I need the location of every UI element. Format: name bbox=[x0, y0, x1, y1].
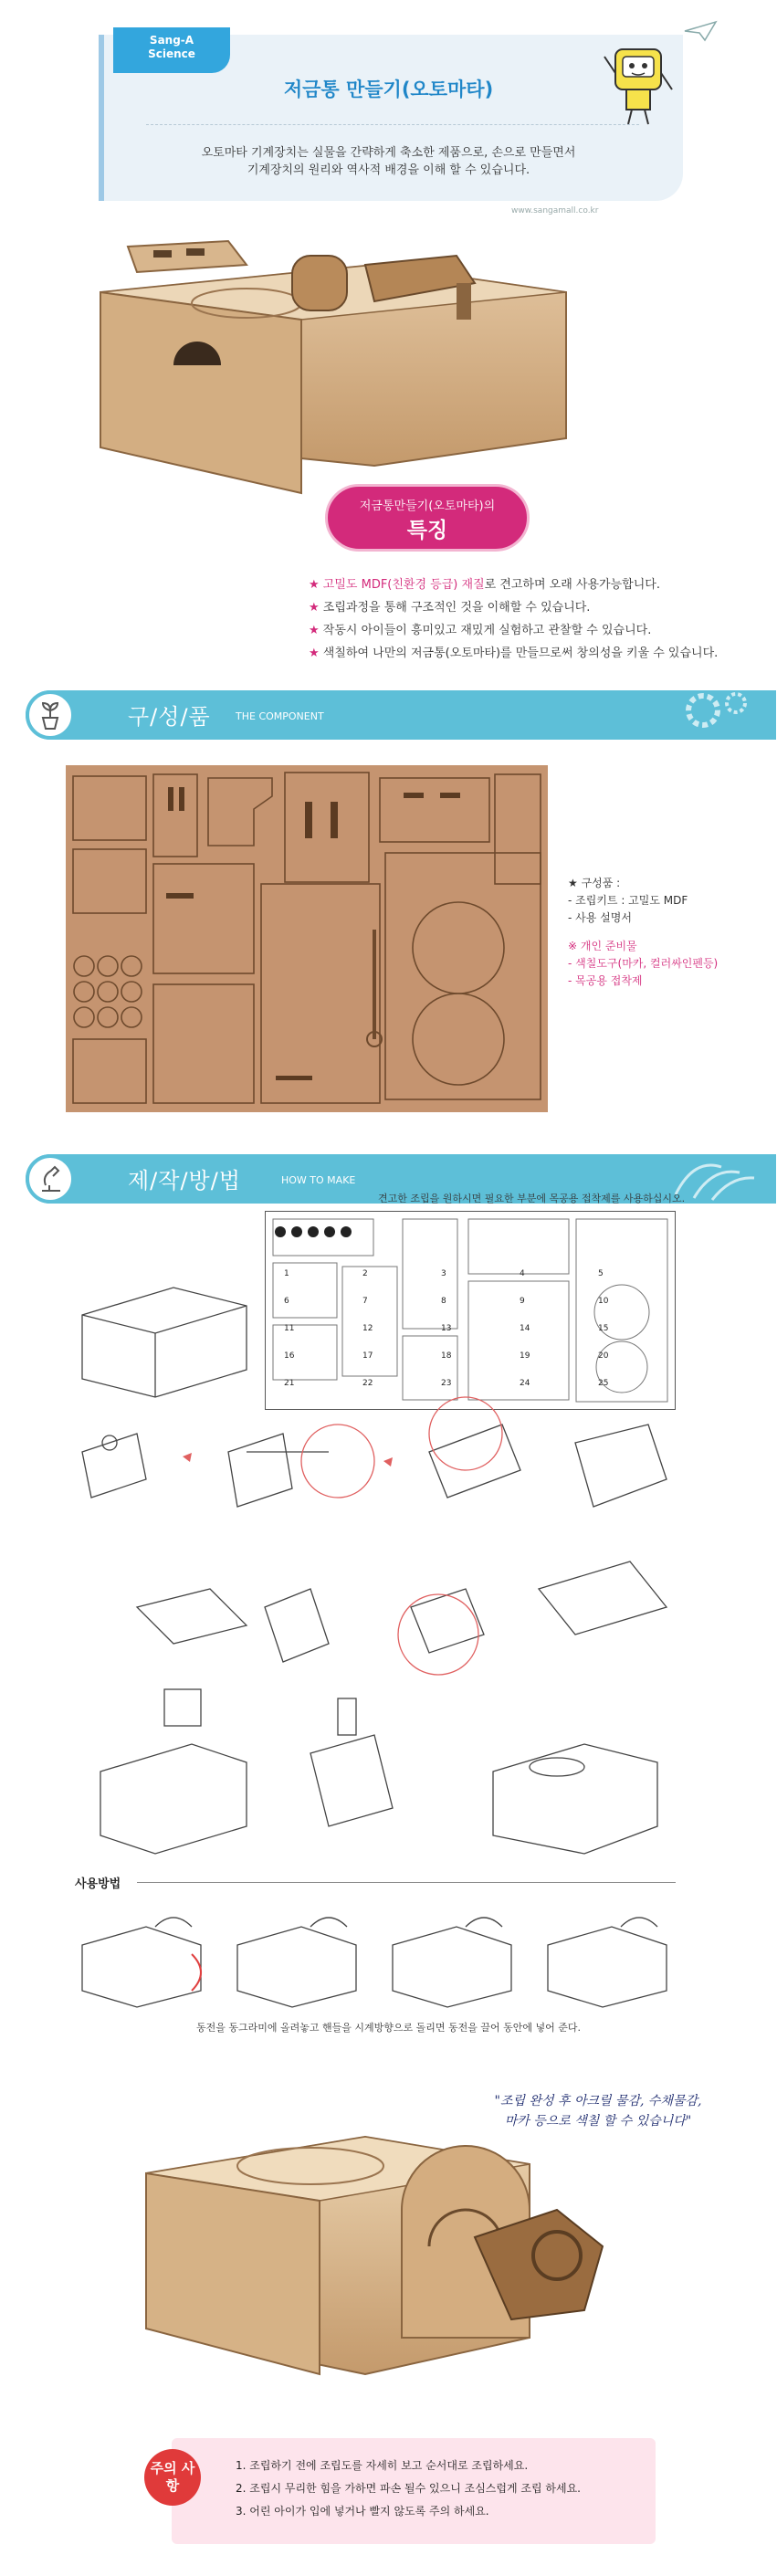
part-number-label: 23 bbox=[441, 1379, 452, 1388]
part-number-label: 24 bbox=[520, 1379, 530, 1388]
part-number-label: 19 bbox=[520, 1351, 530, 1361]
star-icon: ★ bbox=[309, 578, 320, 592]
part-number-label: 6 bbox=[284, 1297, 289, 1306]
prep-heading: ※ 개인 준비물 bbox=[568, 940, 637, 952]
part-number-label: 21 bbox=[284, 1379, 295, 1388]
caution-item: 3. 어린 아이가 입에 넣거나 빨지 않도록 주의 하세요. bbox=[236, 2505, 489, 2518]
part-number-label: 1 bbox=[284, 1269, 289, 1278]
handwritten-line-2: 마카 등으로 색칠 할 수 있습니다" bbox=[504, 2114, 692, 2129]
paper-plane-icon bbox=[683, 20, 719, 42]
feature-item bbox=[309, 573, 718, 596]
part-number-label: 9 bbox=[520, 1297, 525, 1306]
part-number-label: 22 bbox=[362, 1379, 373, 1388]
part-number-label: 4 bbox=[520, 1269, 525, 1278]
part-number-label: 15 bbox=[598, 1324, 609, 1333]
prep-item: - 색칠도구(마카, 컬러싸인펜등) bbox=[568, 957, 719, 970]
usage-steps-diagram bbox=[73, 1899, 694, 2009]
part-number-label: 7 bbox=[362, 1297, 368, 1306]
features-list bbox=[309, 573, 718, 665]
components-title: 구/성/품 bbox=[128, 704, 211, 730]
product-photo-finished bbox=[128, 2100, 639, 2392]
part-number-label: 17 bbox=[362, 1351, 373, 1361]
header-description bbox=[0, 144, 777, 179]
plant-pot-icon bbox=[26, 690, 75, 740]
part-number-label: 18 bbox=[441, 1351, 452, 1361]
feature-text: 작동시 아이들이 흥미있고 재밌게 실험하고 관찰할 수 있습니다. bbox=[322, 624, 652, 637]
components-heading: ★ 구성품 : bbox=[568, 877, 621, 889]
part-number-label: 3 bbox=[441, 1269, 446, 1278]
header-divider bbox=[146, 124, 639, 125]
star-icon: ★ bbox=[309, 647, 320, 660]
site-url: www.sangamall.co.kr bbox=[511, 206, 599, 216]
brand-tab bbox=[113, 27, 230, 73]
microscope-icon bbox=[26, 1154, 75, 1204]
part-number-label: 5 bbox=[598, 1269, 604, 1278]
handwritten-line-1: "조립 완성 후 아크릴 물감, 수채물감, bbox=[494, 2094, 702, 2108]
usage-title: 사용방법 bbox=[75, 1877, 121, 1891]
part-number-label: 14 bbox=[520, 1324, 530, 1333]
part-number-label: 2 bbox=[362, 1269, 368, 1278]
part-number-label: 13 bbox=[441, 1324, 452, 1333]
part-number-label: 10 bbox=[598, 1297, 609, 1306]
assembly-steps-diagram bbox=[64, 1242, 758, 1863]
feature-item bbox=[309, 619, 718, 642]
handwritten-note bbox=[457, 2091, 740, 2131]
part-number-label: 11 bbox=[284, 1324, 295, 1333]
usage-divider bbox=[137, 1882, 676, 1883]
feature-highlight: 고밀도 MDF(친환경 등급) 재질 bbox=[322, 578, 485, 592]
product-photo-assembled bbox=[73, 228, 621, 502]
features-badge-subtitle: 저금통만들기(오토마타)의 bbox=[359, 499, 496, 513]
component-board bbox=[66, 765, 548, 1112]
star-icon: ★ bbox=[309, 601, 320, 615]
feature-text: 로 견고하며 오래 사용가능합니다. bbox=[484, 578, 660, 592]
caution-item: 1. 조립하기 전에 조립도를 자세히 보고 순서대로 조립하세요. bbox=[236, 2459, 529, 2472]
brand-line-2: Science bbox=[148, 47, 195, 60]
part-number-label: 12 bbox=[362, 1324, 373, 1333]
feature-text: 색칠하여 나만의 저금통(오토마타)를 만들므로써 창의성을 키울 수 있습니다. bbox=[322, 647, 719, 660]
features-badge bbox=[325, 484, 530, 552]
caution-list bbox=[236, 2455, 581, 2523]
howto-title: 제/작/방/법 bbox=[128, 1168, 241, 1193]
part-number-label: 8 bbox=[441, 1297, 446, 1306]
page-title: 저금통 만들기(오토마타) bbox=[283, 79, 494, 100]
feature-item bbox=[309, 596, 718, 619]
gear-icon bbox=[667, 683, 758, 738]
part-number-label: 25 bbox=[598, 1379, 609, 1388]
part-number-label: 20 bbox=[598, 1351, 609, 1361]
brand-line-1: Sang-A bbox=[149, 34, 194, 47]
caution-item: 2. 조립시 무리한 힘을 가하면 파손 될수 있으니 조심스럽게 조립 하세요. bbox=[236, 2482, 581, 2495]
components-item: - 조립키트 : 고밀도 MDF bbox=[568, 894, 688, 907]
part-number-label: 16 bbox=[284, 1351, 295, 1361]
desc-line-1: 오토마타 기계장치는 실물을 간략하게 축소한 제품으로, 손으로 만들면서 bbox=[201, 146, 576, 160]
caution-badge: 주의 사항 bbox=[144, 2449, 201, 2506]
feature-text: 조립과정을 통해 구조적인 것을 이해할 수 있습니다. bbox=[322, 601, 591, 615]
usage-description: 동전을 동그라미에 올려놓고 핸들을 시계방향으로 돌리면 동전을 끌어 동안에 넣어 준다. bbox=[196, 2022, 581, 2034]
components-item: - 사용 설명서 bbox=[568, 911, 632, 924]
components-title-en: THE COMPONENT bbox=[236, 710, 324, 722]
star-icon: ★ bbox=[309, 624, 320, 637]
prep-item: - 목공용 접착제 bbox=[568, 974, 643, 987]
components-list bbox=[568, 875, 718, 990]
glue-note: 견고한 조립을 원하시면 필요한 부분에 목공용 접착제를 사용하십시오. bbox=[378, 1193, 686, 1204]
howto-title-en: HOW TO MAKE bbox=[281, 1174, 356, 1186]
feature-item bbox=[309, 642, 718, 665]
features-badge-title: 특징 bbox=[406, 519, 448, 542]
desc-line-2: 기계장치의 원리와 역사적 배경을 이해 할 수 있습니다. bbox=[247, 163, 530, 177]
